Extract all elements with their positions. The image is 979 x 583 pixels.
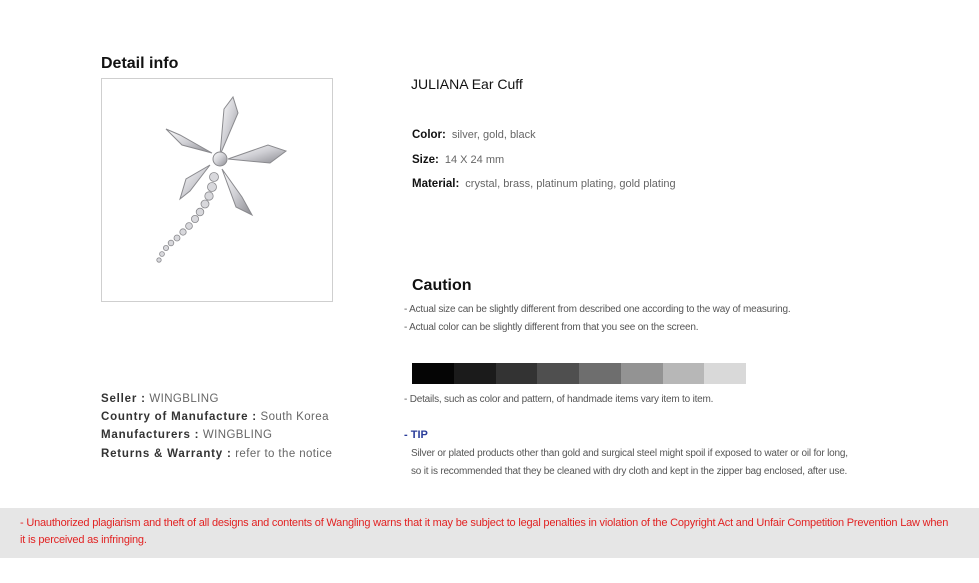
spec-material (412, 178, 676, 190)
returns-value: refer to the notice (235, 448, 333, 460)
copyright-notice: - Unauthorized plagiarism and theft of all designs and contents of Wangling warns that it may be subject to legal penalties in violation of the Copyright Act and Unfair Competition Prevention Law when it is perceived as infringing. (20, 517, 949, 546)
product-name: JULIANA Ear Cuff (411, 76, 523, 92)
swatch (412, 363, 454, 384)
spec-size-label: Size: (412, 154, 439, 166)
country-info (101, 411, 329, 423)
spec-color-label: Color: (412, 129, 446, 141)
manufacturer-label: Manufacturers : (101, 429, 200, 441)
spec-size-value: 14 X 24 mm (444, 154, 505, 166)
seller-info (101, 393, 219, 405)
swatch (496, 363, 538, 384)
spec-color (412, 129, 536, 141)
swatch (663, 363, 705, 384)
manufacturer-info (101, 429, 272, 441)
grayscale-swatch-bar (412, 363, 788, 384)
spec-size (412, 154, 504, 166)
swatch (537, 363, 579, 384)
spec-color-value: silver, gold, black (451, 129, 536, 141)
flower-ear-cuff-image (102, 79, 334, 303)
swatch (579, 363, 621, 384)
swatch (454, 363, 496, 384)
seller-label: Seller : (101, 393, 146, 405)
tip-line: so it is recommended that they be cleaned with dry cloth and kept in the zipper bag enclosed, after use. (411, 466, 848, 477)
product-image (101, 78, 333, 302)
spec-material-value: crystal, brass, platinum plating, gold plating (465, 178, 676, 190)
swatch (704, 363, 746, 384)
swatch-note: - Details, such as color and pattern, of handmade items vary item to item. (404, 394, 714, 405)
seller-value: WINGBLING (149, 393, 219, 405)
caution-item: - Actual color can be slightly different from that you see on the screen. (404, 322, 699, 333)
swatch (621, 363, 663, 384)
swatch (746, 363, 788, 384)
manufacturer-value: WINGBLING (202, 429, 273, 441)
country-label: Country of Manufacture : (101, 411, 257, 423)
returns-label: Returns & Warranty : (101, 448, 232, 460)
returns-info (101, 448, 332, 460)
tip-label: - TIP (404, 429, 428, 441)
caution-title: Caution (412, 277, 472, 294)
country-value: South Korea (260, 411, 329, 423)
tip-line: Silver or plated products other than gold and surgical steel might spoil if exposed to water or oil for long, (411, 448, 848, 459)
spec-material-label: Material: (412, 178, 460, 190)
caution-item: - Actual size can be slightly different from described one according to the way of measuring. (404, 304, 791, 315)
detail-info-title: Detail info (101, 55, 179, 72)
